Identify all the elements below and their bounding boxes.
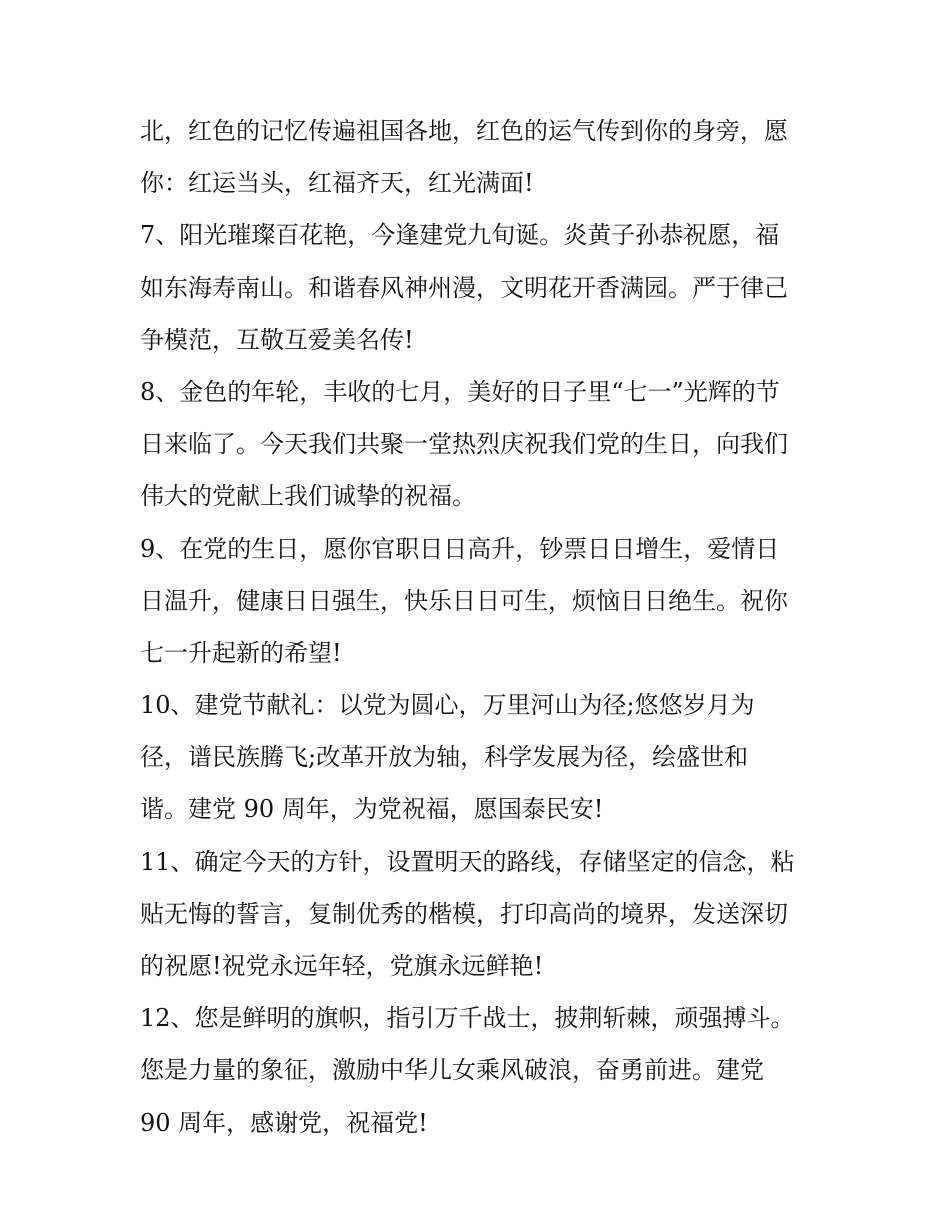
text-line: 7、阳光璀璨百花艳，今逢建党九旬诞。炎黄子孙恭祝愿，福 bbox=[140, 221, 780, 250]
text-line: 90 周年，感谢党，祝福党! bbox=[140, 1108, 428, 1137]
text-line: 伟大的党献上我们诚挚的祝福。 bbox=[140, 482, 476, 511]
text-line: 日温升，健康日日强生，快乐日日可生，烦恼日日绝生。祝你 bbox=[140, 586, 788, 615]
text-line: 谐。建党 90 周年，为党祝福，愿国泰民安! bbox=[140, 795, 604, 824]
text-line: 9、在党的生日，愿你官职日日高升，钞票日日增生，爱情日 bbox=[140, 534, 780, 563]
text-line: 的祝愿!祝党永远年轻，党旗永远鲜艳! bbox=[140, 952, 544, 980]
text-line: 贴无悔的誓言，复制优秀的楷模，打印高尚的境界，发送深切 bbox=[140, 899, 788, 928]
text-line: 如东海寿南山。和谐春风神州漫，文明花开香满园。严于律己 bbox=[140, 273, 788, 302]
text-line: 径，谱民族腾飞;改革开放为轴，科学发展为径，绘盛世和 bbox=[140, 743, 749, 772]
text-line: 您是力量的象征，激励中华儿女乘风破浪，奋勇前进。建党 bbox=[140, 1056, 764, 1085]
document-body bbox=[140, 105, 830, 1149]
text-line: 11、确定今天的方针，设置明天的路线，存储坚定的信念，粘 bbox=[140, 847, 795, 876]
text-line: 日来临了。今天我们共聚一堂热烈庆祝我们党的生日，向我们 bbox=[140, 430, 788, 459]
text-line: 10、建党节献礼：以党为圆心，万里河山为径;悠悠岁月为 bbox=[140, 691, 755, 720]
text-line: 七一升起新的希望! bbox=[140, 638, 342, 667]
text-line: 12、您是鲜明的旗帜，指引万千战士，披荆斩棘，顽强搏斗。 bbox=[140, 1004, 795, 1033]
text-line: 你：红运当头，红福齐天，红光满面! bbox=[140, 169, 534, 198]
text-line: 北，红色的记忆传遍祖国各地，红色的运气传到你的身旁，愿 bbox=[140, 117, 788, 145]
text-line: 8、金色的年轮，丰收的七月，美好的日子里“七一”光辉的节 bbox=[140, 377, 780, 406]
text-line: 争模范，互敬互爱美名传! bbox=[140, 325, 414, 354]
